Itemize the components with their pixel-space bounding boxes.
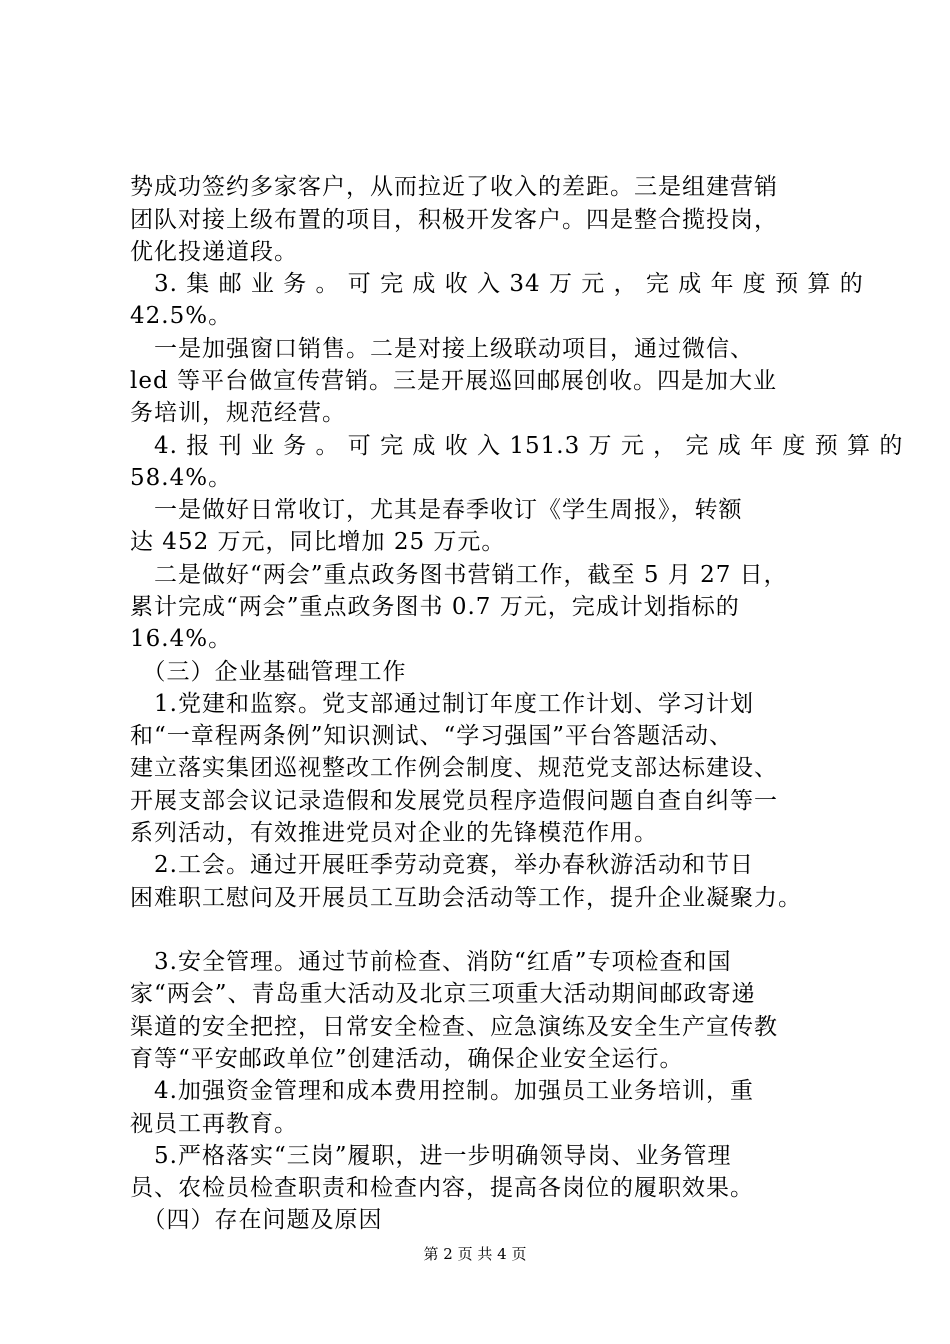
body-line: 开展支部会议记录造假和发展党员程序造假问题自查自纠等一 <box>130 788 778 814</box>
body-line: 育等“平安邮政单位”创建活动，确保企业安全运行。 <box>130 1046 684 1072</box>
body-line: 视员工再教育。 <box>130 1111 298 1137</box>
body-line: 累计完成“两会”重点政务图书 0.7 万元，完成计划指标的 <box>130 594 740 620</box>
body-line: 团队对接上级布置的项目，积极开发客户。四是整合揽投岗， <box>130 207 778 233</box>
body-line: 困难职工慰问及开展员工互助会活动等工作，提升企业凝聚力。 <box>130 885 802 911</box>
body-line: 员、农检员检查职责和检查内容，提高各岗位的履职效果。 <box>130 1175 754 1201</box>
body-line: 渠道的安全把控，日常安全检查、应急演练及安全生产宣传教 <box>130 1014 778 1040</box>
body-line: 3.安全管理。通过节前检查、消防“红盾”专项检查和国 <box>130 949 732 975</box>
body-line: 务培训，规范经营。 <box>130 400 346 426</box>
body-line: 2.工会。通过开展旺季劳动竞赛，举办春秋游活动和节日 <box>130 852 754 878</box>
body-line: 优化投递道段。 <box>130 239 298 265</box>
body-line: 达 452 万元，同比增加 25 万元。 <box>130 529 506 555</box>
body-line: 系列活动，有效推进党员对企业的先锋模范作用。 <box>130 820 658 846</box>
section-heading: （三）企业基础管理工作 <box>130 659 407 685</box>
page-number-footer: 第 2 页 共 4 页 <box>423 1245 527 1263</box>
body-line: 4. 报 刊 业 务 。 可 完 成 收 入 151.3 万 元 ， 完 成 年 度 预 算 的 <box>130 433 904 459</box>
body-line: 家“两会”、青岛重大活动及北京三项重大活动期间邮政寄递 <box>130 981 756 1007</box>
body-line: 1.党建和监察。党支部通过制订年度工作计划、学习计划 <box>130 691 754 717</box>
body-line: 二是做好“两会”重点政务图书营销工作，截至 5 月 27 日， <box>130 562 788 588</box>
body-line: 58.4%。 <box>130 465 233 491</box>
body-line: led 等平台做宣传营销。三是开展巡回邮展创收。四是加大业 <box>130 368 778 394</box>
body-line: 势成功签约多家客户，从而拉近了收入的差距。三是组建营销 <box>130 174 778 200</box>
body-line: 4.加强资金管理和成本费用控制。加强员工业务培训，重 <box>130 1078 754 1104</box>
body-line: 和“一章程两条例”知识测试、“学习强国”平台答题活动、 <box>130 723 734 749</box>
body-line: 建立落实集团巡视整改工作例会制度、规范党支部达标建设、 <box>130 755 778 781</box>
body-line: 3. 集 邮 业 务 。 可 完 成 收 入 34 万 元 ， 完 成 年 度 预 算 的 <box>130 271 864 297</box>
body-line: 一是加强窗口销售。二是对接上级联动项目，通过微信、 <box>130 336 754 362</box>
section-heading: （四）存在问题及原因 <box>130 1207 383 1233</box>
body-line: 一是做好日常收订，尤其是春季收订《学生周报》，转额 <box>130 497 743 523</box>
body-line: 5.严格落实“三岗”履职，进一步明确领导岗、业务管理 <box>130 1143 732 1169</box>
body-line: 42.5%。 <box>130 303 233 329</box>
body-line: 16.4%。 <box>130 626 233 652</box>
